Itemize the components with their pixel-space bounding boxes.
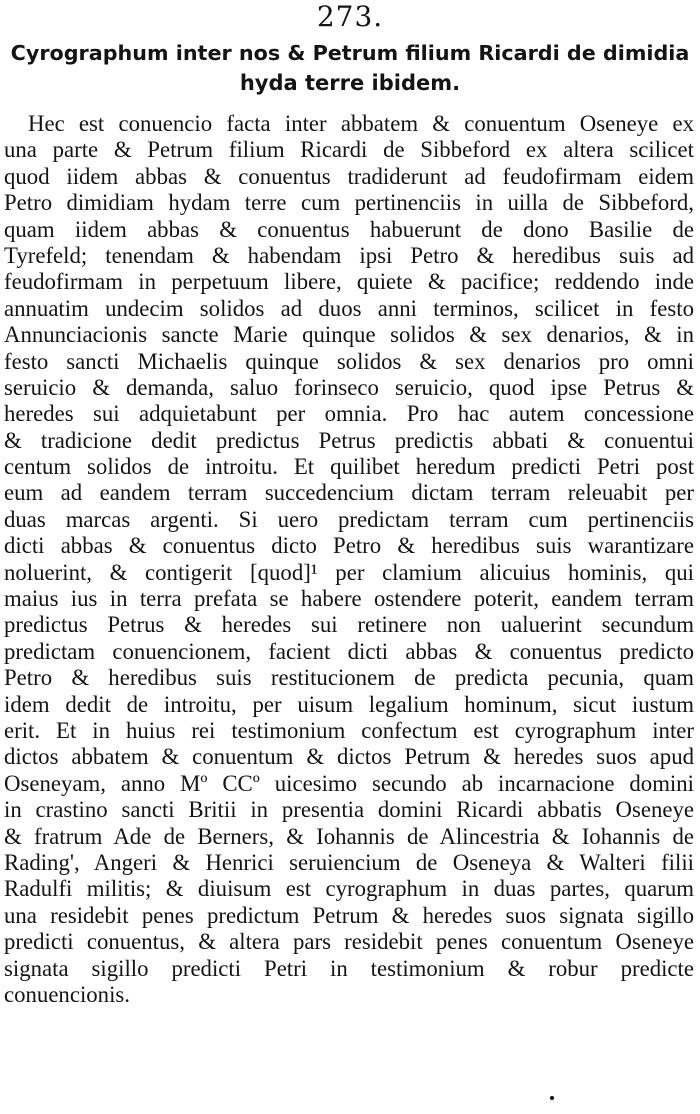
text-line: Annunciacionis sancte Marie quinque solidos & sex denarios, & in — [4, 322, 694, 348]
text-line: quam iidem abbas & conuentus habuerunt de dono Basilie de — [4, 216, 694, 242]
text-line: feudofirmam in perpetuum libere, quiete & pacifice; reddendo inde — [4, 269, 694, 295]
text-line: una residebit penes predictum Petrum & heredes suos signata sigillo — [4, 902, 694, 928]
text-line: Petro dimidiam hydam terre cum pertinenciis in uilla de Sibbeford, — [4, 190, 694, 216]
text-line: Rading', Angeri & Henrici seruiencium de Oseneya & Walteri filii — [4, 849, 694, 875]
charter-heading — [6, 38, 694, 98]
text-line: Radulfi militis; & diuisum est cyrographum in duas partes, quarum — [4, 876, 694, 902]
heading-line: hyda terre ibidem. — [239, 71, 461, 95]
text-line: Tyrefeld; tenendam & habendam ipsi Petro & heredibus suis ad — [4, 242, 694, 268]
text-line: idem dedit de introitu, per uisum legalium hominum, sicut iustum — [4, 691, 694, 717]
text-line: Petro & heredibus suis restitucionem de predicta pecunia, quam — [4, 665, 694, 691]
text-line: & fratrum Ade de Berners, & Iohannis de Alincestria & Iohannis de — [4, 823, 694, 849]
text-line: predictus Petrus & heredes sui retinere non ualuerint secundum — [4, 612, 694, 638]
text-line: eum ad eandem terram succedencium dictam terram releuabit per — [4, 480, 694, 506]
charter-text — [4, 111, 694, 1008]
text-line: una parte & Petrum filium Ricardi de Sibbeford ex altera scilicet — [4, 137, 694, 163]
text-line: erit. Et in huius rei testimonium confectum est cyrographum inter — [4, 717, 694, 743]
text-line: Hec est conuencio facta inter abbatem & conuentum Oseneye ex — [28, 111, 694, 136]
text-line: duas marcas argenti. Si uero predictam terram cum pertinenciis — [4, 506, 694, 532]
text-line: quod iidem abbas & conuentus tradiderunt ad feudofirmam eidem — [4, 163, 694, 189]
page-number: 273. — [316, 0, 384, 33]
text-line: & tradicione dedit predictus Petrus predictis abbati & conuentui — [4, 427, 694, 453]
print-mark — [550, 1096, 554, 1100]
text-line: in crastino sancti Britii in presentia domini Ricardi abbatis Oseneye — [4, 797, 694, 823]
text-line: signata sigillo predicti Petri in testimonium & robur predicte — [4, 955, 694, 981]
text-line: seruicio & demanda, saluo forinseco seruicio, quod ipse Petrus & — [4, 374, 694, 400]
text-line: noluerint, & contigerit [quod]¹ per clamium alicuius hominis, qui — [4, 559, 694, 585]
text-line: dicti abbas & conuentus dicto Petro & heredibus suis warantizare — [4, 533, 694, 559]
text-line: dictos abbatem & conuentum & dictos Petrum & heredes suos apud — [4, 744, 694, 770]
text-line: conuencionis. — [4, 981, 130, 1007]
text-line: Oseneyam, anno Mº CCº uicesimo secundo ab incarnacione domini — [4, 770, 694, 796]
text-line: predicti conuentus, & altera pars residebit penes conuentum Oseneye — [4, 929, 694, 955]
text-line: festo sancti Michaelis quinque solidos & sex denarios pro omni — [4, 348, 694, 374]
text-line: heredes sui adquietabunt per omnia. Pro hac autem concessione — [4, 401, 694, 427]
heading-line: Cyrographum inter nos & Petrum filium Ricardi de dimidia — [10, 41, 690, 65]
text-line: centum solidos de introitu. Et quilibet heredum predicti Petri post — [4, 454, 694, 480]
text-line: predictam conuencionem, facient dicti abbas & conuentus predicto — [4, 638, 694, 664]
text-line: maius ius in terra prefata se habere ostendere poterit, eandem terram — [4, 586, 694, 612]
text-line: annuatim undecim solidos ad duos anni terminos, scilicet in festo — [4, 295, 694, 321]
